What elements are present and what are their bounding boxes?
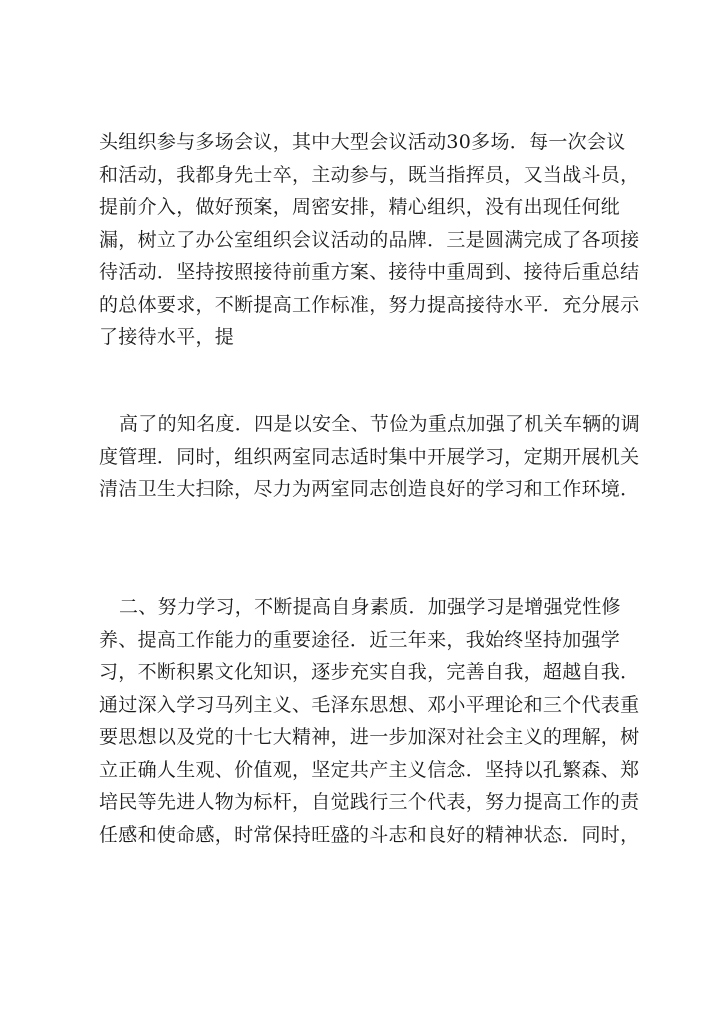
paragraph-3 xyxy=(99,591,659,851)
text-line: 高了的知名度．四是以安全、节俭为重点加强了机关车辆的调 xyxy=(119,413,641,435)
text-line: 度管理．同时，组织两室同志适时集中开展学习，定期开展机关 xyxy=(99,445,640,468)
text-line: 通过深入学习马列主义、毛泽东思想、邓小平理论和三个代表重 xyxy=(99,693,640,716)
text-line: 待活动．坚持按照接待前重方案、接待中重周到、接待后重总结 xyxy=(99,261,640,283)
paragraph-1 xyxy=(99,126,659,354)
text-line: 的总体要求，不断提高工作标准，努力提高接待水平．充分展示 xyxy=(99,293,640,316)
text-line: 培民等先进人物为标杆，自觉践行三个代表，努力提高工作的责 xyxy=(99,791,640,813)
text-line: 任感和使命感，时常保持旺盛的斗志和良好的精神状态．同时， xyxy=(99,823,640,846)
text-line: 立正确人生观、价值观，坚定共产主义信念．坚持以孔繁森、郑 xyxy=(99,758,640,781)
text-line: 习，不断积累文化知识，逐步充实自我，完善自我，超越自我． xyxy=(99,661,640,683)
text-line: 清洁卫生大扫除，尽力为两室同志创造良好的学习和工作环境． xyxy=(99,478,640,500)
text-line: 头组织参与多场会议，其中大型会议活动30多场．每一次会议 xyxy=(99,131,626,153)
text-line: 了接待水平，提 xyxy=(99,326,235,348)
text-line: 和活动，我都身先士卒，主动参与，既当指挥员，又当战斗员， xyxy=(99,163,640,186)
text-line: 二、努力学习，不断提高自身素质．加强学习是增强党性修 xyxy=(119,596,621,618)
text-line: 提前介入，做好预案，周密安排，精心组织，没有出现任何纰 xyxy=(99,196,621,218)
text-line: 养、提高工作能力的重要途径．近三年来，我始终坚持加强学 xyxy=(99,628,621,651)
text-line: 要思想以及党的十七大精神，进一步加深对社会主义的理解，树 xyxy=(99,726,640,748)
paragraph-2 xyxy=(99,408,659,506)
text-line: 漏，树立了办公室组织会议活动的品牌．三是圆满完成了各项接 xyxy=(99,228,640,251)
